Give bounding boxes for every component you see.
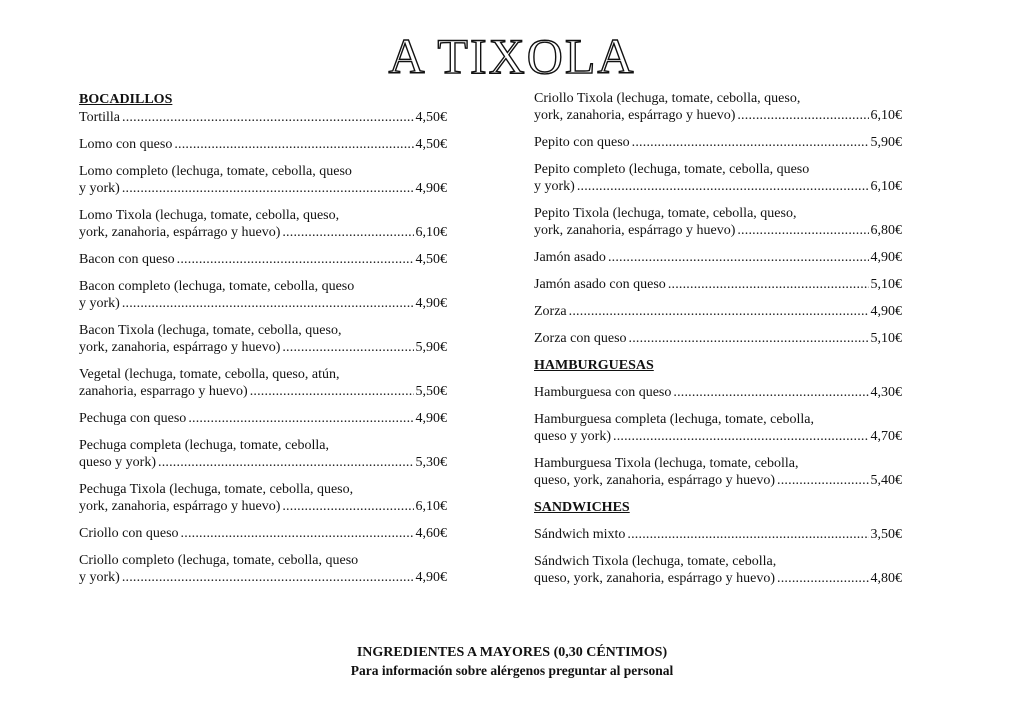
- menu-item: [534, 384, 902, 401]
- bocadillos-list: [79, 109, 447, 586]
- menu-item-name: Sándwich mixto: [534, 527, 626, 542]
- menu-item: [534, 411, 902, 445]
- menu-item: [534, 161, 902, 195]
- dot-leader: [627, 526, 868, 543]
- menu-item-price: 4,60€: [415, 526, 447, 541]
- menu-item-price: 4,90€: [415, 181, 447, 196]
- menu-item-price: 5,30€: [415, 455, 447, 470]
- menu-item-row: [534, 330, 902, 347]
- dot-leader: [177, 251, 414, 268]
- menu-item: [79, 251, 447, 268]
- menu-item-name: Lomo con queso: [79, 137, 173, 152]
- dot-leader: [122, 569, 414, 586]
- menu-item-name: queso, york, zanahoria, espárrago y huevo): [534, 473, 776, 488]
- menu-item-price: 6,10€: [415, 499, 447, 514]
- menu-item-price: 4,90€: [415, 411, 447, 426]
- menu-item-row: [534, 570, 902, 587]
- menu-item-price: 4,90€: [870, 250, 902, 265]
- menu-item: [534, 249, 902, 266]
- section-heading-sandwiches: SANDWICHES: [534, 500, 630, 515]
- page-title: A TIXOLA: [388, 28, 636, 84]
- menu-item-row: [79, 339, 447, 356]
- dot-leader: [174, 136, 413, 153]
- menu-item-price: 6,80€: [870, 223, 902, 238]
- left-column: [79, 90, 447, 596]
- menu-item-price: 4,90€: [870, 304, 902, 319]
- menu-item-price: 4,50€: [415, 137, 447, 152]
- menu-item-name: queso y york): [534, 429, 611, 444]
- menu-item-description: Bacon completo (lechuga, tomate, cebolla, queso: [79, 279, 355, 294]
- dot-leader: [632, 134, 869, 151]
- menu-item-price: 4,30€: [870, 385, 902, 400]
- dot-leader: [250, 383, 414, 400]
- menu-item-price: 5,90€: [415, 340, 447, 355]
- hamburguesas-list: [534, 384, 902, 489]
- menu-item: [79, 136, 447, 153]
- menu-item-name: queso y york): [79, 455, 156, 470]
- menu-item-description: Bacon Tixola (lechuga, tomate, cebolla, queso,: [79, 323, 342, 338]
- menu-item-name: Hamburguesa con queso: [534, 385, 672, 400]
- menu-item-row: [79, 410, 447, 427]
- menu-item-name: y york): [79, 570, 120, 585]
- menu-item-price: 4,70€: [870, 429, 902, 444]
- menu-item-name: york, zanahoria, espárrago y huevo): [534, 223, 736, 238]
- menu-item: [534, 90, 902, 124]
- menu-item-name: Criollo con queso: [79, 526, 179, 541]
- menu-item: [79, 366, 447, 400]
- footer-allergens-note: Para información sobre alérgenos preguntar al personal: [350, 663, 674, 678]
- menu-item-description: Criollo Tixola (lechuga, tomate, cebolla, queso,: [534, 91, 801, 106]
- menu-item-row: [534, 107, 902, 124]
- menu-item: [79, 552, 447, 586]
- menu-item: [534, 526, 902, 543]
- menu-item-row: [534, 303, 902, 320]
- menu-item-price: 5,10€: [870, 277, 902, 292]
- menu-item-name: y york): [534, 179, 575, 194]
- menu-item-row: [79, 454, 447, 471]
- dot-leader: [577, 178, 869, 195]
- dot-leader: [188, 410, 413, 427]
- menu-item-price: 5,10€: [870, 331, 902, 346]
- menu-item-name: Zorza con queso: [534, 331, 627, 346]
- menu-item-row: [534, 276, 902, 293]
- menu-item: [79, 525, 447, 542]
- menu-item-row: [79, 525, 447, 542]
- menu-item-description: Criollo completo (lechuga, tomate, cebolla, queso: [79, 553, 359, 568]
- menu-item-row: [534, 472, 902, 489]
- menu-item-price: 6,10€: [870, 179, 902, 194]
- dot-leader: [122, 295, 414, 312]
- menu-item: [534, 553, 902, 587]
- dot-leader: [737, 107, 868, 124]
- dot-leader: [608, 249, 869, 266]
- menu-item-price: 5,90€: [870, 135, 902, 150]
- menu-item-name: Zorza: [534, 304, 567, 319]
- menu-item-price: 4,80€: [870, 571, 902, 586]
- menu-item-description: Hamburguesa completa (lechuga, tomate, cebolla,: [534, 412, 815, 427]
- dot-leader: [282, 339, 413, 356]
- dot-leader: [777, 472, 868, 489]
- menu-item: [79, 437, 447, 471]
- menu-item: [534, 455, 902, 489]
- dot-leader: [282, 498, 413, 515]
- menu-item-description: Lomo Tixola (lechuga, tomate, cebolla, queso,: [79, 208, 340, 223]
- menu-item-name: Jamón asado con queso: [534, 277, 666, 292]
- menu-item-price: 4,90€: [415, 570, 447, 585]
- menu-item-name: Pepito con queso: [534, 135, 630, 150]
- dot-leader: [181, 525, 414, 542]
- menu-item-name: zanahoria, esparrago y huevo): [79, 384, 248, 399]
- dot-leader: [673, 384, 868, 401]
- menu-item-description: Lomo completo (lechuga, tomate, cebolla, queso: [79, 164, 352, 179]
- dot-leader: [613, 428, 869, 445]
- menu-item: [79, 410, 447, 427]
- menu-item: [534, 205, 902, 239]
- menu-item: [79, 278, 447, 312]
- menu-item-name: Tortilla: [79, 110, 121, 125]
- menu-item: [79, 207, 447, 241]
- menu-item-description: Pechuga completa (lechuga, tomate, cebolla,: [79, 438, 329, 453]
- menu-item-description: Pepito Tixola (lechuga, tomate, cebolla, queso,: [534, 206, 797, 221]
- dot-leader: [282, 224, 413, 241]
- menu-item-price: 4,50€: [415, 252, 447, 267]
- menu-item-row: [534, 249, 902, 266]
- menu-item-row: [534, 134, 902, 151]
- menu-item-price: 6,10€: [415, 225, 447, 240]
- menu-item-name: y york): [79, 296, 120, 311]
- menu-item-name: york, zanahoria, espárrago y huevo): [79, 225, 281, 240]
- menu-item-description: Sándwich Tixola (lechuga, tomate, cebolla,: [534, 554, 777, 569]
- dot-leader: [629, 330, 869, 347]
- menu-item-name: queso, york, zanahoria, espárrago y huevo): [534, 571, 776, 586]
- dot-leader: [569, 303, 869, 320]
- dot-leader: [158, 454, 414, 471]
- menu-item-description: Vegetal (lechuga, tomate, cebolla, queso, atún,: [79, 367, 340, 382]
- menu-item-row: [534, 384, 902, 401]
- dot-leader: [777, 570, 868, 587]
- menu-item-price: 5,50€: [415, 384, 447, 399]
- menu-item-row: [79, 109, 447, 126]
- menu-item: [79, 109, 447, 126]
- dot-leader: [737, 222, 868, 239]
- menu-item-row: [534, 428, 902, 445]
- section-heading-hamburguesas: HAMBURGUESAS: [534, 358, 654, 373]
- right-column: [534, 90, 902, 597]
- menu-item: [534, 276, 902, 293]
- menu-item-description: Pechuga Tixola (lechuga, tomate, cebolla, queso,: [79, 482, 354, 497]
- menu-item-row: [534, 526, 902, 543]
- menu-item-row: [79, 136, 447, 153]
- dot-leader: [122, 109, 413, 126]
- menu-item-row: [534, 178, 902, 195]
- menu-item-price: 4,90€: [415, 296, 447, 311]
- menu-item-row: [79, 569, 447, 586]
- menu-item-name: Pechuga con queso: [79, 411, 187, 426]
- menu-item-name: Bacon con queso: [79, 252, 175, 267]
- bocadillos-cont-list: [534, 90, 902, 347]
- menu-item: [534, 134, 902, 151]
- section-heading-bocadillos: BOCADILLOS: [79, 92, 173, 107]
- menu-item-description: Hamburguesa Tixola (lechuga, tomate, cebolla,: [534, 456, 799, 471]
- menu-item-row: [79, 224, 447, 241]
- dot-leader: [668, 276, 869, 293]
- menu-item-name: york, zanahoria, espárrago y huevo): [534, 108, 736, 123]
- menu-item: [534, 330, 902, 347]
- menu-item-row: [79, 383, 447, 400]
- menu-item-row: [79, 251, 447, 268]
- menu-item: [534, 303, 902, 320]
- menu-item: [79, 322, 447, 356]
- menu-item-price: 5,40€: [870, 473, 902, 488]
- menu-item-price: 4,50€: [415, 110, 447, 125]
- footer-ingredients-note: INGREDIENTES A MAYORES (0,30 CÉNTIMOS): [356, 645, 668, 660]
- menu-item-name: york, zanahoria, espárrago y huevo): [79, 499, 281, 514]
- menu-item-row: [79, 180, 447, 197]
- dot-leader: [122, 180, 414, 197]
- menu-item-name: york, zanahoria, espárrago y huevo): [79, 340, 281, 355]
- menu-item-price: 6,10€: [870, 108, 902, 123]
- menu-item-row: [79, 498, 447, 515]
- menu-item-price: 3,50€: [870, 527, 902, 542]
- menu-item: [79, 481, 447, 515]
- menu-item-name: Jamón asado: [534, 250, 606, 265]
- menu-item-name: y york): [79, 181, 120, 196]
- menu-item-row: [79, 295, 447, 312]
- menu-item-row: [534, 222, 902, 239]
- menu-item-description: Pepito completo (lechuga, tomate, cebolla, queso: [534, 162, 810, 177]
- sandwiches-list: [534, 526, 902, 587]
- menu-item: [79, 163, 447, 197]
